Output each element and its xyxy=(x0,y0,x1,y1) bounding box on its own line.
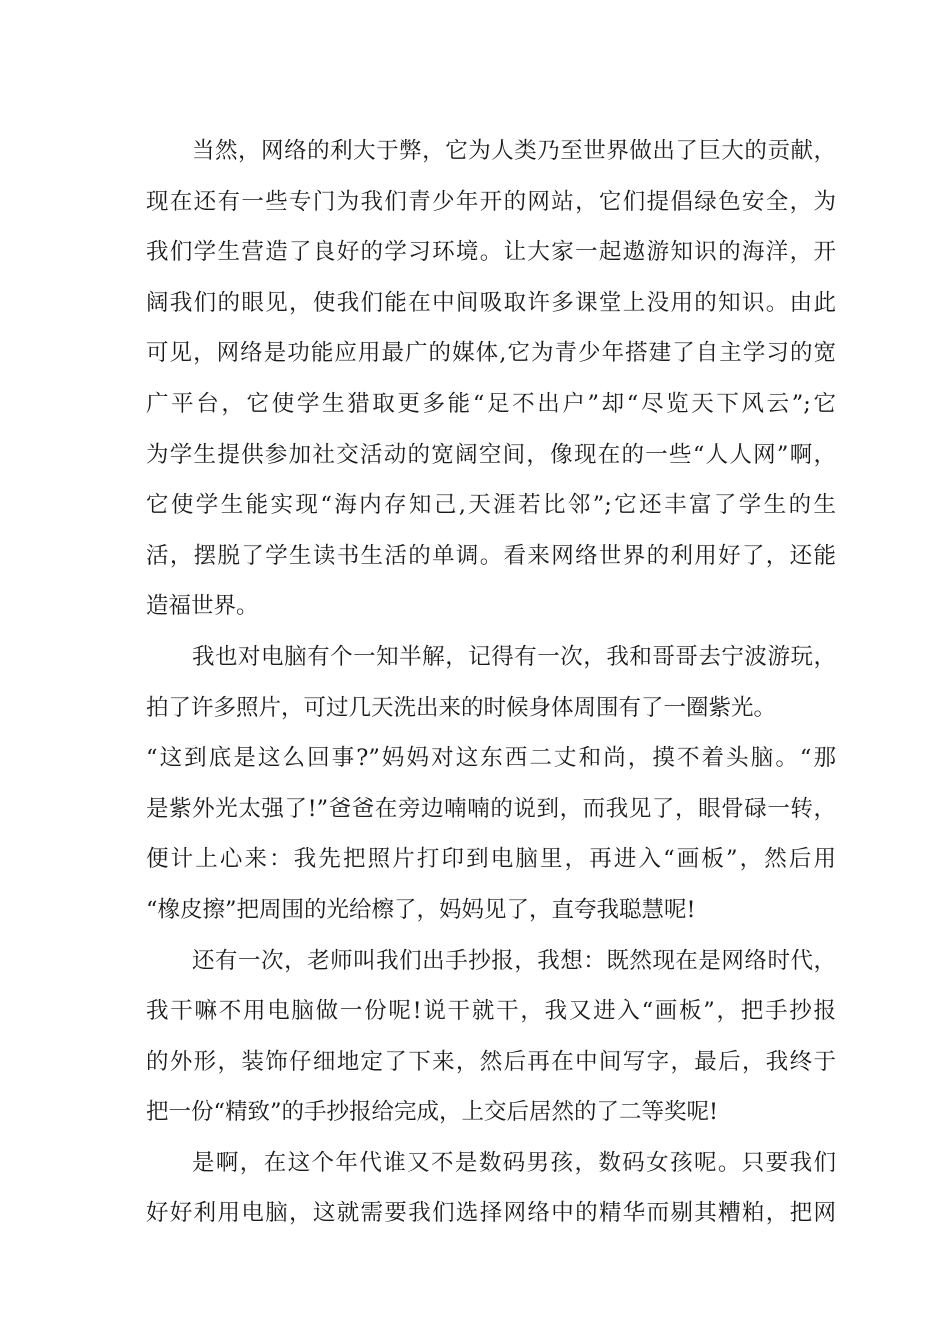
text-line: 是紫外光太强了!”爸爸在旁边喃喃的说到，而我见了，眼骨碌一转， xyxy=(146,795,836,822)
text-line: 为学生提供参加社交活动的宽阔空间，像现在的一些“人人网”啊， xyxy=(146,441,836,468)
text-line: 当然，网络的利大于弊，它为人类乃至世界做出了巨大的贡献， xyxy=(192,138,836,164)
text-line: 我也对电脑有个一知半解，记得有一次，我和哥哥去宁波游玩， xyxy=(192,643,836,670)
text-line: 造福世界。 xyxy=(146,593,259,620)
text-line: 把一份“精致”的手抄报给完成，上交后居然的了二等奖呢! xyxy=(146,1099,719,1126)
text-line: 还有一次，老师叫我们出手抄报，我想：既然现在是网络时代， xyxy=(192,947,836,974)
text-line: 我们学生营造了良好的学习环境。让大家一起遨游知识的海洋，开 xyxy=(146,239,836,266)
text-line: 现在还有一些专门为我们青少年开的网站，它们提倡绿色安全，为 xyxy=(146,188,836,215)
paragraph xyxy=(146,126,836,632)
text-line: 广平台，它使学生猎取更多能“足不出户”却“尽览天下风云”;它 xyxy=(146,390,836,417)
text-line: 它使学生能实现“海内存知己,天涯若比邻”;它还丰富了学生的生 xyxy=(146,492,836,519)
text-line: 阔我们的眼见，使我们能在中间吸取许多课堂上没用的知识。由此 xyxy=(146,289,836,316)
text-line: 是啊，在这个年代谁又不是数码男孩，数码女孩呢。只要我们 xyxy=(192,1149,836,1176)
document-body xyxy=(146,126,836,1239)
text-line: 好好利用电脑，这就需要我们选择网络中的精华而剔其糟粕，把网 xyxy=(146,1200,836,1227)
text-line: 便计上心来：我先把照片打印到电脑里，再进入“画板”，然后用 xyxy=(146,846,836,873)
paragraph xyxy=(146,936,836,1138)
text-line: 可见，网络是功能应用最广的媒体,它为青少年搭建了自主学习的宽 xyxy=(146,340,836,367)
text-line: 活，摆脱了学生读书生活的单调。看来网络世界的利用好了，还能 xyxy=(146,542,836,569)
paragraph xyxy=(146,632,836,936)
text-line: 的外形，装饰仔细地定了下来，然后再在中间写字，最后，我终于 xyxy=(146,1048,836,1075)
text-line: “这到底是这么回事?”妈妈对这东西二丈和尚，摸不着头脑。“那 xyxy=(146,745,836,772)
text-line: “橡皮擦”把周围的光给檫了，妈妈见了，直夸我聪慧呢! xyxy=(146,896,696,923)
paragraph xyxy=(146,1138,836,1239)
text-line: 拍了许多照片，可过几天洗出来的时候身体周围有了一圈紫光。 xyxy=(146,694,777,721)
text-line: 我干嘛不用电脑做一份呢!说干就干，我又进入“画板”，把手抄报 xyxy=(146,998,836,1025)
